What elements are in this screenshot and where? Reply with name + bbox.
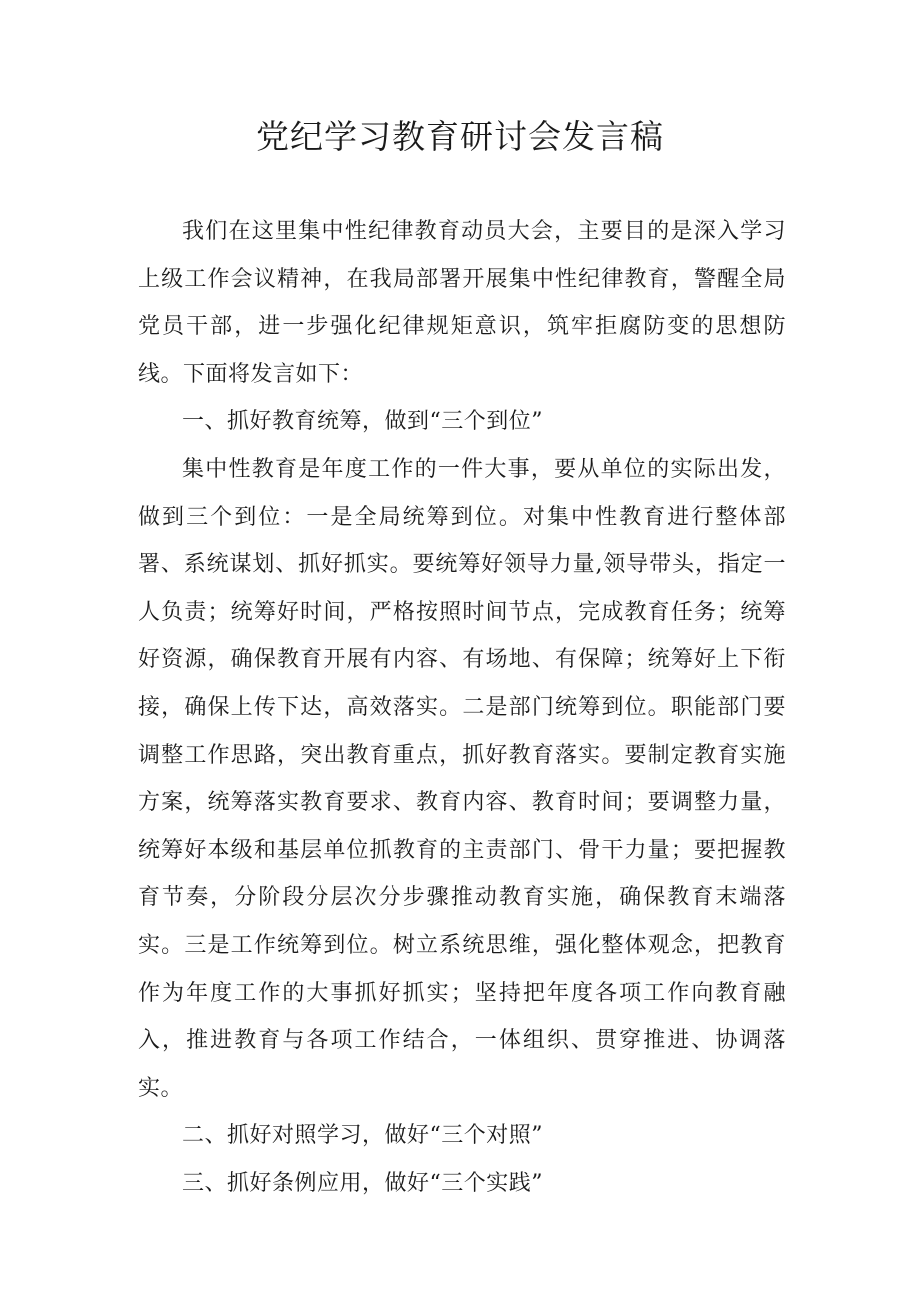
document-title: 党纪学习教育研讨会发言稿 — [256, 117, 664, 156]
intro-paragraph: 我们在这里集中性纪律教育动员大会，主要目的是深入学习上级工作会议精神，在我局部署开展集中性纪律教育，警醒全局党员干部，进一步强化纪律规矩意识，筑牢拒腐防变的思想防线。下面将发言如下： — [138, 219, 786, 387]
section-1-paragraph: 集中性教育是年度工作的一件大事，要从单位的实际出发，做到三个到位：一是全局统筹到位。对集中性教育进行整体部署、系统谋划、抓好抓实。要统筹好领导力量,领导带头，指定一人负责；统筹好时间，严格按照时间节点，完成教育任务；统筹好资源，确保教育开展有内容、有场地、有保障；统筹好上下衔接，确保上传下达，高效落实。二是部门统筹到位。职能部门要调整工作思路，突出教育重点，抓好教育落实。要制定教育实施方案，统筹落实教育要求、教育内容、教育时间；要调整力量，统筹好本级和基层单位抓教育的主责部门、骨干力量；要把握教育节奏，分阶段分层次分步骤推动教育实施，确保教育末端落实。三是工作统筹到位。树立系统思维，强化整体观念，把教育作为年度工作的大事抓好抓实；坚持把年度各项工作向教育融入，推进教育与各项工作结合，一体组织、贯穿推进、协调落实。 — [138, 456, 786, 1101]
section-heading-3: 三、抓好条例应用，做好“三个实践” — [182, 1170, 543, 1196]
document-body — [138, 208, 786, 1207]
section-heading-1: 一、抓好教育统筹，做到“三个到位” — [182, 409, 543, 435]
section-heading-2: 二、抓好对照学习，做好“三个对照” — [182, 1123, 543, 1149]
